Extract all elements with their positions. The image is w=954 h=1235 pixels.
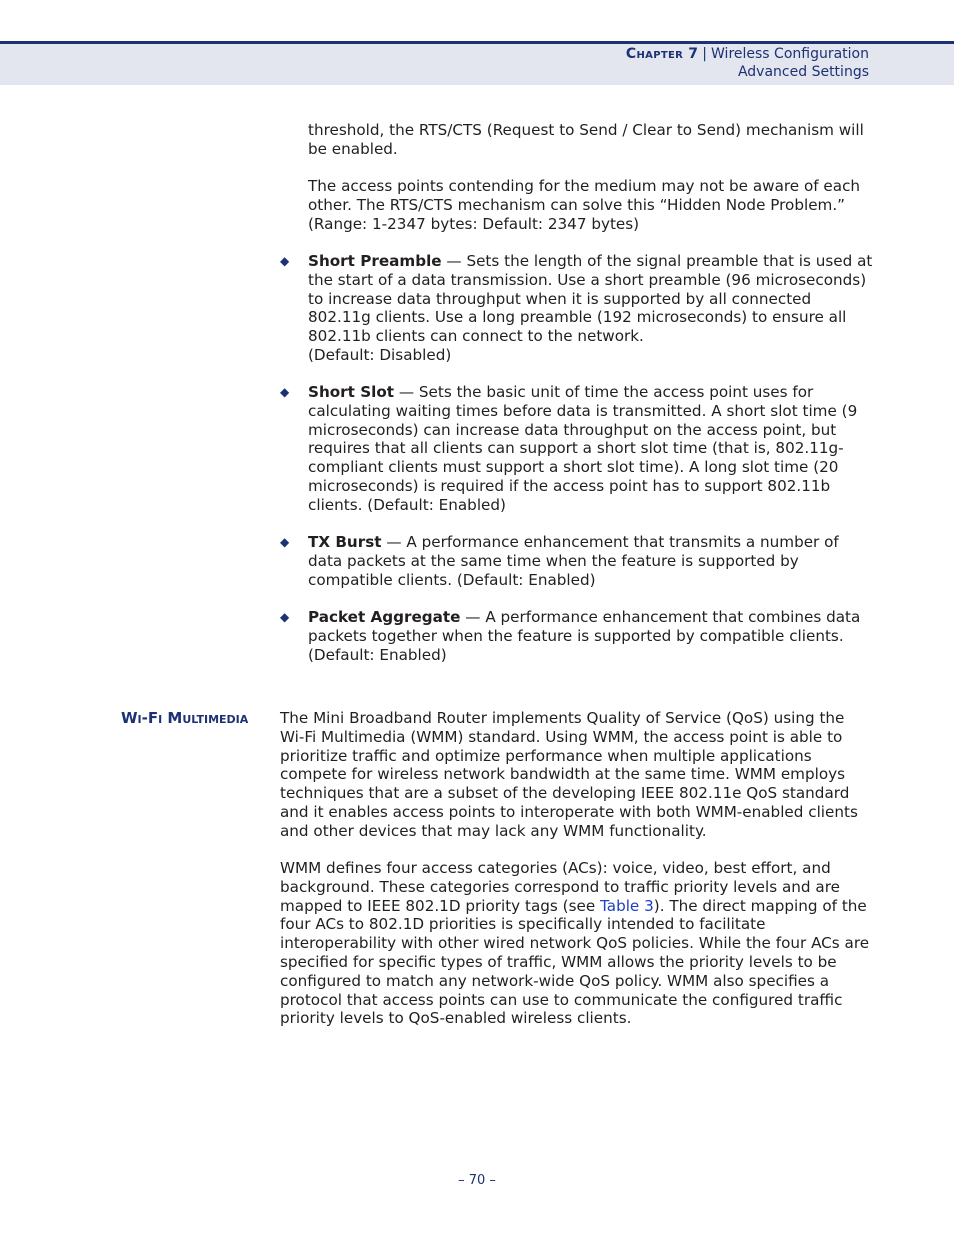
bullet-term: Short Preamble — [308, 252, 442, 270]
bullet-description: — A performance enhancement that transmits a number of data packets at the same time when the feature is supported by compatible clients. (Default: Enabled) — [308, 533, 839, 589]
bullet-text — [308, 383, 873, 515]
subsection-label: Advanced Settings — [737, 64, 869, 80]
bullet-text — [308, 608, 873, 664]
header-line-1 — [626, 45, 869, 63]
wmm-paragraph-2-start: WMM defines four access categories (ACs): voice, video, best effort, and background. These categories correspond to traffic priority levels and are mapped to IEEE 802.1D priority tags (see — [280, 859, 840, 915]
bullet-term: TX Burst — [308, 533, 382, 551]
intro-paragraph-2: The access points contending for the medium may not be aware of each other. The RTS/CTS mechanism can solve this “Hidden Node Problem.” (Range: 1-2347 bytes: Default: 2347 bytes) — [308, 177, 861, 233]
page-number: – 70 – — [458, 1173, 496, 1188]
diamond-bullet-icon: ◆ — [280, 610, 290, 624]
diamond-bullet-icon: ◆ — [280, 254, 290, 268]
table-3-link[interactable]: Table 3 — [600, 896, 654, 915]
running-header — [626, 45, 869, 81]
bullet-term: Short Slot — [308, 383, 395, 401]
bullet-default: (Default: Disabled) — [308, 345, 452, 364]
bullet-text — [308, 252, 873, 365]
section-heading-wifi-multimedia: Wi-Fi Multimedia — [121, 709, 249, 727]
bullet-description: — Sets the basic unit of time the access point uses for calculating waiting times before data is transmitted. A short slot time (9 microseconds) can increase data throughput on the access point, but requires that all clients can support a short slot time (that is, 802.11g-compliant clients must support a short slot time). A long slot time (20 microseconds) is required if the access point has to support 802.11b clients. (Default: Enabled) — [308, 383, 858, 514]
wmm-paragraph-2 — [280, 859, 873, 1028]
diamond-bullet-icon: ◆ — [280, 385, 290, 399]
bullet-text — [308, 533, 873, 589]
bullet-term: Packet Aggregate — [308, 608, 461, 626]
header-separator: | — [702, 46, 708, 62]
bullet-description: — A performance enhancement that combines data packets together when the feature is supported by compatible clients. (Default: Enabled) — [308, 608, 861, 664]
wmm-paragraph-1: The Mini Broadband Router implements Quality of Service (QoS) using the Wi-Fi Multimedia (WMM) standard. Using WMM, the access point is able to prioritize traffic and optimize performance when multiple applications compete for wireless network bandwidth at the same time. WMM employs techniques that are a subset of the developing IEEE 802.11e QoS standard and it enables access points to interoperate with both WMM-enabled clients and other devices that may lack any WMM functionality. — [280, 709, 858, 840]
section-label: Wireless Configuration — [711, 46, 869, 62]
chapter-label: Chapter 7 — [625, 46, 699, 62]
diamond-bullet-icon: ◆ — [280, 535, 290, 549]
bullet-description: — Sets the length of the signal preamble that is used at the start of a data transmission. Use a short preamble (96 microseconds) to increase data throughput when it is supported by all connected 802.11g clients. Use a long preamble (192 microseconds) to ensure all 802.11b clients can connect to the network. — [308, 252, 873, 346]
wmm-paragraph-2-end: ). The direct mapping of the four ACs to 802.1D priorities is specifically intended to facilitate interoperability with other wired network QoS policies. While the four ACs are specified for specific types of traffic, WMM allows the priority levels to be configured to match any network-wide QoS policy. WMM also specifies a protocol that access points can use to communicate the configured traffic priority levels to QoS-enabled wireless clients. — [280, 896, 870, 1028]
intro-paragraph-1: threshold, the RTS/CTS (Request to Send / Clear to Send) mechanism will be enabled. — [308, 121, 864, 158]
